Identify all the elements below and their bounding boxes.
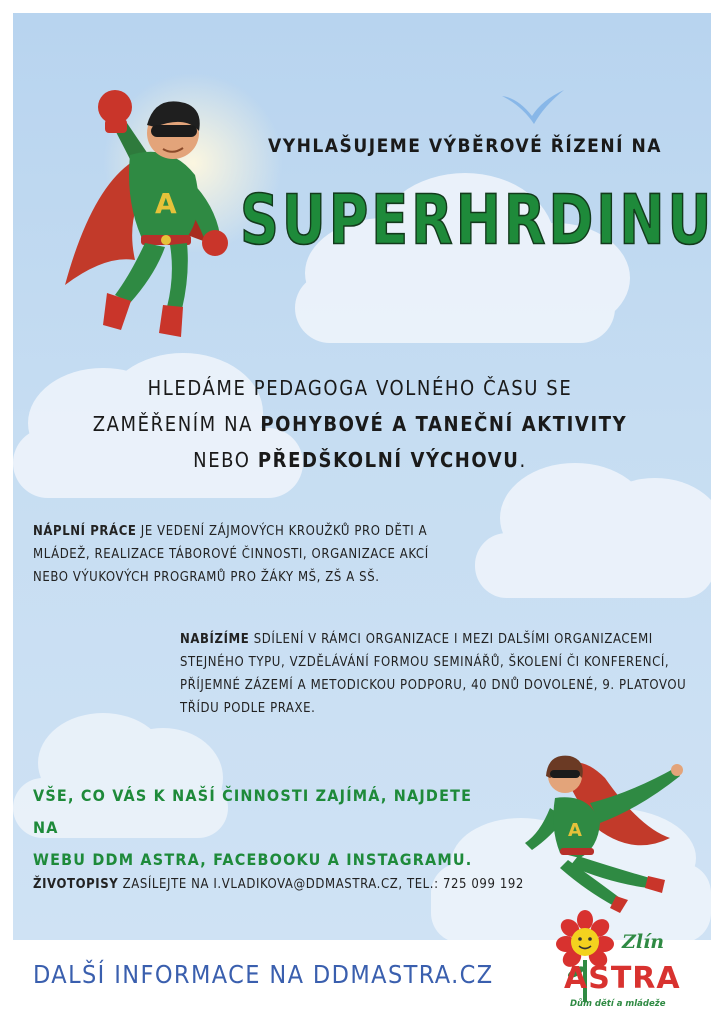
seek-line-3-bold: PŘEDŠKOLNÍ VÝCHOVU <box>257 448 520 472</box>
page-title: SUPERHRDINU <box>240 180 715 261</box>
seek-line-1: HLEDÁME PEDAGOGA VOLNÉHO ČASU SE <box>147 376 573 400</box>
duties-label: NÁPLNÍ PRÁCE <box>33 524 137 539</box>
seek-line-3-end: . <box>519 448 527 472</box>
cv-label: ŽIVOTOPISY <box>33 877 119 892</box>
announcement-lead: VYHLAŠUJEME VÝBĚROVÉ ŘÍZENÍ NA <box>268 135 662 157</box>
info-line-2: WEBU DDM ASTRA, FACEBOOKU A INSTAGRAMU. <box>33 850 473 869</box>
offer-paragraph <box>180 628 710 720</box>
cv-text: ZASÍLEJTE NA I.VLADIKOVA@DDMASTRA.CZ, TEL.: 725 099 192 <box>118 877 524 892</box>
info-line-1: VŠE, CO VÁS K NAŠÍ ČINNOSTI ZAJÍMÁ, NAJDETE NA <box>33 786 473 837</box>
bird-icon <box>498 88 568 128</box>
offer-label: NABÍZÍME <box>180 632 250 647</box>
seek-line-3-text: NEBO <box>193 448 258 472</box>
footer-link[interactable]: DALŠÍ INFORMACE NA DDMASTRA.CZ <box>33 960 494 989</box>
superhero-man-illustration <box>55 85 240 340</box>
seek-line-2-text: ZAMĚŘENÍM NA <box>92 412 261 436</box>
duties-paragraph <box>33 520 463 589</box>
logo-city: Zlín <box>622 931 665 953</box>
seek-line-3 <box>60 442 660 478</box>
logo-name: ASTRA <box>564 961 681 996</box>
seek-line-2 <box>60 406 660 442</box>
logo-tagline: Dům dětí a mládeže <box>570 999 666 1009</box>
job-description <box>60 370 660 478</box>
svg-text:A: A <box>568 820 582 841</box>
cv-contact <box>33 877 524 892</box>
svg-text:A: A <box>155 187 177 220</box>
superhero-woman-illustration <box>520 748 685 913</box>
duties-text: JE VEDENÍ ZÁJMOVÝCH KROUŽKŮ PRO DĚTI A MLÁDEŽ, REALIZACE TÁBOROVÉ ČINNOSTI, ORGANIZACE AKCÍ NEBO VÝUKOVÝCH PROGRAMŮ PRO ŽÁKY MŠ, ZŠ A SŠ. <box>33 524 429 585</box>
info-highlight <box>33 780 503 876</box>
astra-logo <box>552 910 702 1015</box>
offer-text: SDÍLENÍ V RÁMCI ORGANIZACE I MEZI DALŠÍMI ORGANIZACEMI STEJNÉHO TYPU, VZDĚLÁVÁNÍ FORMOU SEMINÁŘŮ, ŠKOLENÍ ČI KONFERENCÍ, PŘÍJEMNÉ ZÁZEMÍ A METODICKOU PODPORU, 40 DNŮ DOVOLENÉ, 9. PLATOVOU TŘÍDU PODLE PRAXE. <box>180 632 687 716</box>
seek-line-2-bold: POHYBOVÉ A TANEČNÍ AKTIVITY <box>260 412 628 436</box>
